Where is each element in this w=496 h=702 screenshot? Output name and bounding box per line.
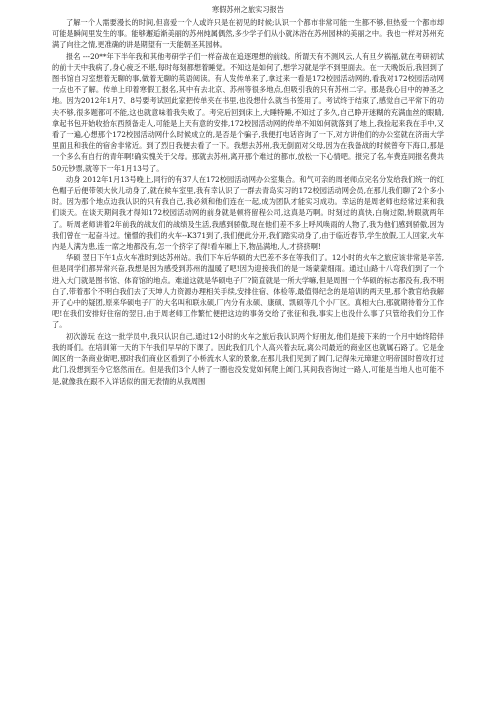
paragraph-intro: 了解一个人需要漫长的时间,但喜爱一个人或许只是在初见的时候;认识一个都市非常可能一生都不够,但热爱一个都市却可能是瞬间里发生的事。能够邂逅渐美丽的苏州纯属偶然,多少学子们从小就沐浴在苏州园林的美丽之中。我也一样对苏州充满了向往之情,更准确的讲是期望有一天能朝圣其园林。 bbox=[52, 18, 444, 50]
paragraph-departure: 动身 2012年1月13号晚上,同行的有37人在172校园活动网办公室集合。和气可亲的周老师点完名分发给我们统一的红色帽子后便带领大伙儿动身了,就在候车室里,我有幸认识了一群去青岛实习的172校园活动网会员,在那儿我们聊了2个多小时。因为那个地点边我认识的只有我自己,我必须和他们连在一起,成为团队才能实习成功。幸运的是周老师也经常过来和我们谈天。在谈天期间我才得知172校园活动网的前身就是顿将留程公司,这真是巧啊。时刻过的真快,白驹过隙,转眼就两年了。听周老师讲着2年前我的战友们的战绩及生活,我感到骄傲,现在他们差不多上呼风唤雨的人物了,我为他们感到骄傲,因为我们曾在一起奋斗过。憧憬的我们的火车--K371到了,我们便此分开,我们踏实动身了,由于临近春节,学生放假,工人回家,火车内是人满为患,连一席之地都没有,怎一个挤字了得!看车厢上下,物品满地,人,才挤挤啊! bbox=[52, 174, 444, 252]
report-title: 寒假苏州之旅实习报告 bbox=[212, 5, 284, 14]
paragraph-first-outing: 初次游玩 在这一批学员中,我只认识自己,通过12小时的火车之旅后我认识两个好朋友,他们是接下来的一个月中始终陪伴我的哥们。在培训第一天的下午我们早早的下课了。因此我们几个人高兴着去玩,离公司最近的商业区也就属石路了。它是金阊区的一条商业街吧,那时我们商业区看到了小桥流水人家的景象,在那儿我们见到了阊门,记得朱元璋建立明帝国时曾攻打过此门,没想到至今它悠然而在。但是我们3个人转了一圈也没发觉如何爬上阊门,其间我咨询过一路人,可能是当地人也可能不是,就像我在跟不入详话似的面无表情的从我周围 bbox=[52, 331, 444, 386]
paragraph-signup: 报名 ---20**年下半年我和其他考研学子们一样奋战在追逐理想的前线。所谓天有不测风云,人有旦夕祸福,就在考研初试的前十天中我病了,身心疲乏不堪,每时每刻都想着睡觉。不知这是如何了,想学习就是学不到里面去。在一天晚饭后,我回到了图书馆自习室想着无聊的事,做着无聊的英语阅读。有人发传单来了,拿过来一看是172校园活动网的,看我对172校园活动网一点也不了解。传单上印着寒假工报名,其中有去北京、苏州等很多地点,但吸引我的只有苏州二字。那是我心目中的神圣之地。因为2012年1月7、8号要考试回此家把传单夹在书里,也没想什么就当书签用了。考试终于结束了,感觉自己平常下的功夫不够,很多题都可不能,这也就意味着我失败了。考完后回到床上,大睡特睡,不知过了多久,自己睁开迷糊的充满血丝的眼睛,拿起书包开始收拾东西预备走人,可能是上天有意的安排,172校园活动网的传单不知如何就落到了地上,我捡起来我在手中,又看了一遍,心想那个172校园活动网什么时候成立的,是否是个骗子,我便打电话咨询了一下,对方讲他们的办公室就在济南大学里面且和我住的宿舍非常近。到了烈日我便去看了一下。我想去苏州,我无倒面对父母,因为在我备战的时候曾夸下海口,那是一个多么有自行的青年啊!确实愧关于父母。那就去苏州,离开那个难过的都市,放松一下心情吧。报完了名,车费连同报名费共50元钞票,就等下一年1月13号了。 bbox=[52, 51, 444, 173]
paragraph-asus: 华硕 翌日下午1点火车准时到达苏州站。我们下车后华硕的大巴差不多在等我们了。12小时的火车之旅应该非常是辛苦,但是同学们都异常兴奋,我想是因为感受到苏州的温暖了吧!因为迎接我们的是一场蒙蒙细雨。通过山路十八弯我们到了一个进入大门就是图书馆、体育馆的地点。难道这就是华硕电子厂?简直就是一所大学嘛,但是周围一个华硕的标志都没有,我不明白了,带着那个不明白我们去了天坤人力资源办理相关手续,安排住宿、体检等,最值得纪念的是培训的两天里,那个教官给我解开了心中的疑团,原来华硕电子厂的大名叫和联永硕,厂内分有永硕、康硕、凯硕等几个小厂区。真相大白,那就期待着分工作吧!在我们安排好住宿的翌日,由于周老师工作繁忙便把这边的事务交给了张征和我,事实上也没什么事了只管给我们分工作了。 bbox=[52, 253, 444, 330]
